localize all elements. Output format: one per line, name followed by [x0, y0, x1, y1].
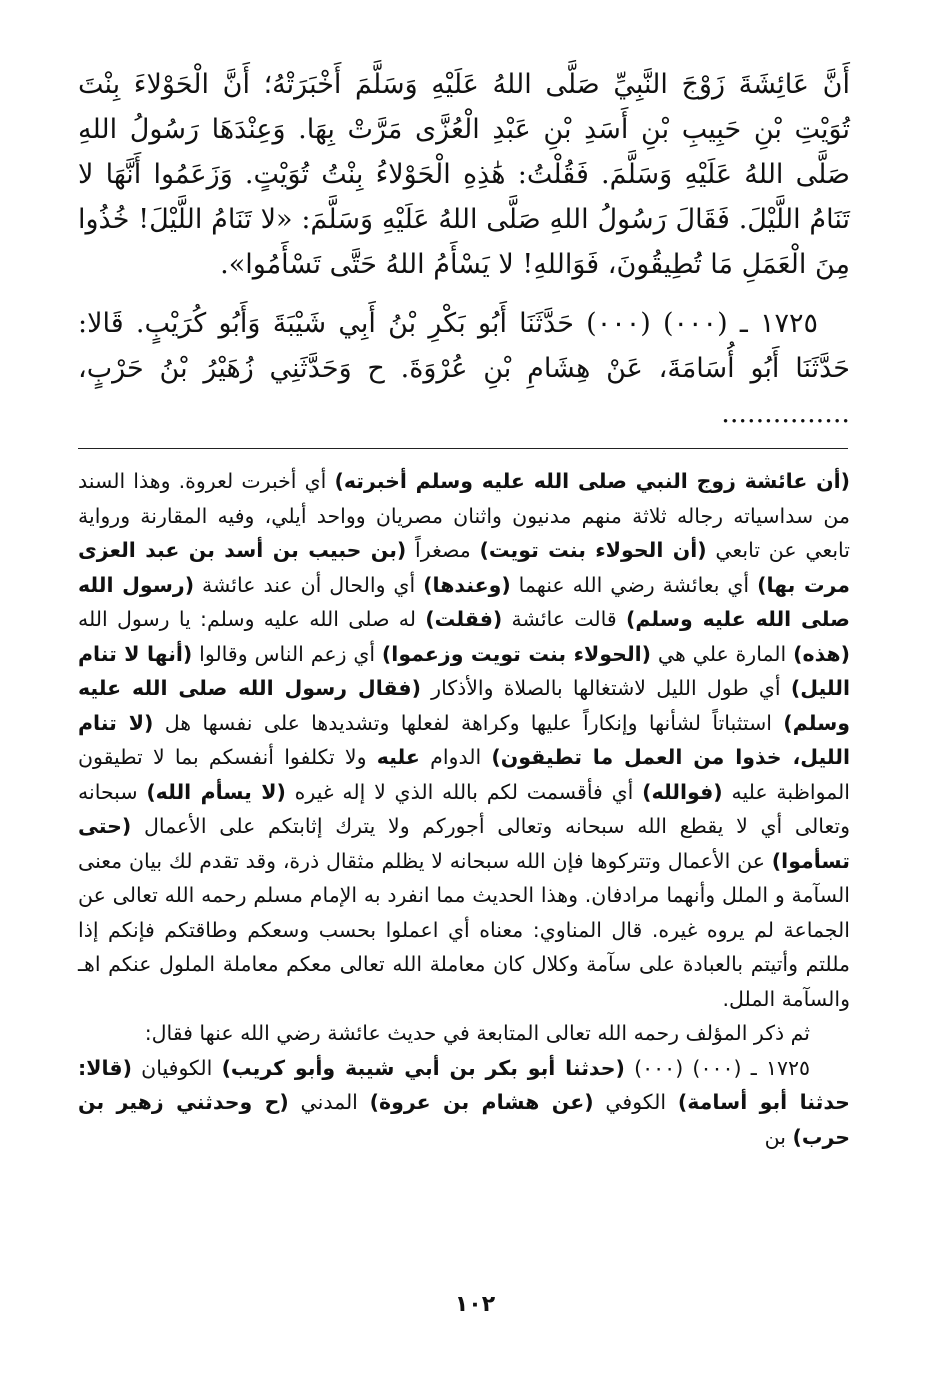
- explanation-text: أي بعائشة رضي الله عنهما: [510, 572, 758, 597]
- quoted-text: (أنها لا تنام الليل): [78, 641, 850, 700]
- hadith-paragraph-1: أَنَّ عَائِشَةَ زَوْجَ النَّبِيِّ صَلَّى اللهُ عَلَيْهِ وَسَلَّمَ أَخْبَرَتْهُ؛ أَنَّ الْحَوْلاءَ بِنْتَ تُوَيْتِ بْنِ حَبِيبِ بْنِ أَسَدِ بْنِ عَبْدِ الْعُزَّى مَرَّتْ بِهَا. وَعِنْدَهَا رَسُولُ اللهِ صَلَّى اللهُ عَلَيْهِ وَسَلَّمَ. فَقُلْتُ: هَٰذِهِ الْحَوْلاءُ بِنْتُ تُوَيْتٍ. وَزَعَمُوا أَنَّهَا لا تَنَامُ اللَّيْلَ. فَقَالَ رَسُولُ اللهِ صَلَّى اللهُ عَلَيْهِ وَسَلَّمَ: «لا تَنَامُ اللَّيْلَ! خُذُوا مِنَ الْعَمَلِ مَا تُطِيقُونَ، فَوَاللهِ! لا يَسْأَمُ اللهُ حَتَّى تَسْأَمُوا».: [78, 69, 850, 280]
- explanation-text: عن الأعمال وتتركوها فإن الله سبحانه لا يظلم مثقال ذرة، وقد تقدم لك بيان معنى السآمة و الملل وأنهما مرادفان. وهذا الحديث مما انفرد به الإمام مسلم رحمه الله تعالى عن الجماعة لم يروه غيره. قال المناوي: معناه أي اعملوا بحسب وسعكم وطاقتكم فإنكم إذا مللتم وأتيتم بالعبادة على سآمة وكلال كان معاملة الله تعالى معكم معاملة الملول عنكم اهـ والسآمة الملل.: [78, 848, 850, 1011]
- quoted-text: (الحولاء بنت تويت وزعموا): [381, 641, 652, 666]
- quoted-text: (بن حبيب بن أسد بن عبد العزى مرت بها): [78, 538, 850, 597]
- quoted-text: (ح وحدثني زهير بن حرب): [78, 1090, 850, 1149]
- quoted-text: (عن هشام بن عروة): [369, 1090, 594, 1114]
- quoted-text: (حتى تسأموا): [78, 814, 850, 873]
- explanation-text: المدني: [288, 1090, 370, 1114]
- hadith-number: ١٧٢٥ ـ (٠٠٠) (٠٠٠): [624, 1055, 810, 1080]
- quoted-text: (رسول الله صلى الله عليه وسلم): [78, 572, 850, 631]
- explanation-text: أي أخبرت لعروة. وهذا السند من سداسياته رجاله ثلاثة منهم مدنيون واثنان مصريان وواحد أيلي، وفيه المقارنة ورواية تابعي عن تابعي: [78, 469, 851, 562]
- commentary-paragraph-2: ثم ذكر المؤلف رحمه الله تعالى المتابعة في حديث عائشة رضي الله عنها فقال:: [144, 1021, 810, 1045]
- explanation-text: أي فأقسمت لكم بالله الذي لا إله غيره: [285, 779, 643, 804]
- quoted-text: (قالا: حدثنا أبو أسامة): [78, 1055, 850, 1114]
- explanation-text: أي طول الليل لاشتغالها بالصلاة والأذكار: [420, 676, 791, 700]
- footnote-divider: [78, 448, 848, 449]
- quoted-text: (أن عائشة زوج النبي صلى الله عليه وسلم أخبرته): [334, 469, 850, 493]
- explanation-text: له صلى الله عليه وسلم: يا رسول الله: [78, 607, 426, 631]
- hadith-paragraph-2: ١٧٢٥ ـ (٠٠٠) (٠٠٠) حَدَّثَنَا أَبُو بَكْرِ بْنُ أَبِي شَيْبَةَ وَأَبُو كُرَيْبٍ. قَالا: حَدَّثَنَا أَبُو أُسَامَةَ، عَنْ هِشَامِ بْنِ عُرْوَةَ. ح وَحَدَّثَنِي زُهَيْرُ بْنُ حَرْبٍ، ...............: [78, 308, 850, 429]
- commentary-paragraph-1: [78, 464, 850, 1016]
- quoted-text: (فقلت): [425, 607, 503, 631]
- explanation-text: الدوام: [419, 745, 492, 769]
- explanation-text: المارة علي هي: [651, 641, 794, 666]
- quoted-text: (وعندها): [423, 572, 511, 597]
- commentary-text: [78, 464, 850, 1154]
- hadith-text: [78, 62, 850, 436]
- explanation-text: ولا تكلفوا أنفسكم بما لا تطيقون المواظبة عليه: [78, 745, 850, 804]
- commentary-paragraph-3: [78, 1051, 850, 1155]
- explanation-text: بن: [764, 1124, 793, 1149]
- explanation-text: الكوفي: [593, 1090, 678, 1114]
- quoted-text: عليه: [376, 745, 420, 769]
- quoted-text: (هذه): [793, 641, 850, 666]
- explanation-text: قالت عائشة: [502, 607, 626, 631]
- explanation-text: الكوفيان: [131, 1055, 222, 1080]
- explanation-text: أي زعم الناس وقالوا: [192, 641, 382, 666]
- quoted-text: (فقال رسول الله صلى الله عليه وسلم): [78, 676, 850, 735]
- quoted-text: (أن الحولاء بنت تويت): [479, 538, 707, 562]
- quoted-text: (لا يسأم الله): [146, 779, 286, 804]
- quoted-text: (فوالله): [642, 779, 723, 804]
- quoted-text: (لا تنام الليل، خذوا من العمل ما تطيقون): [78, 710, 850, 769]
- explanation-text: أي والحال أن عند عائشة: [194, 572, 424, 597]
- explanation-text: استثباتاً لشأنها وإنكاراً عليها وكراهة لفعلها وتشديدها على نفسها هل: [153, 710, 784, 735]
- explanation-text: سبحانه وتعالى أي لا يقطع الله سبحانه وتعالى أجوركم ولا يترك إثابتكم على الأعمال: [78, 779, 850, 838]
- explanation-text: مصغراً: [406, 538, 480, 562]
- page-number: ١٠٢: [454, 1292, 496, 1317]
- quoted-text: (حدثنا أبو بكر بن أبي شيبة وأبو كريب): [221, 1055, 625, 1080]
